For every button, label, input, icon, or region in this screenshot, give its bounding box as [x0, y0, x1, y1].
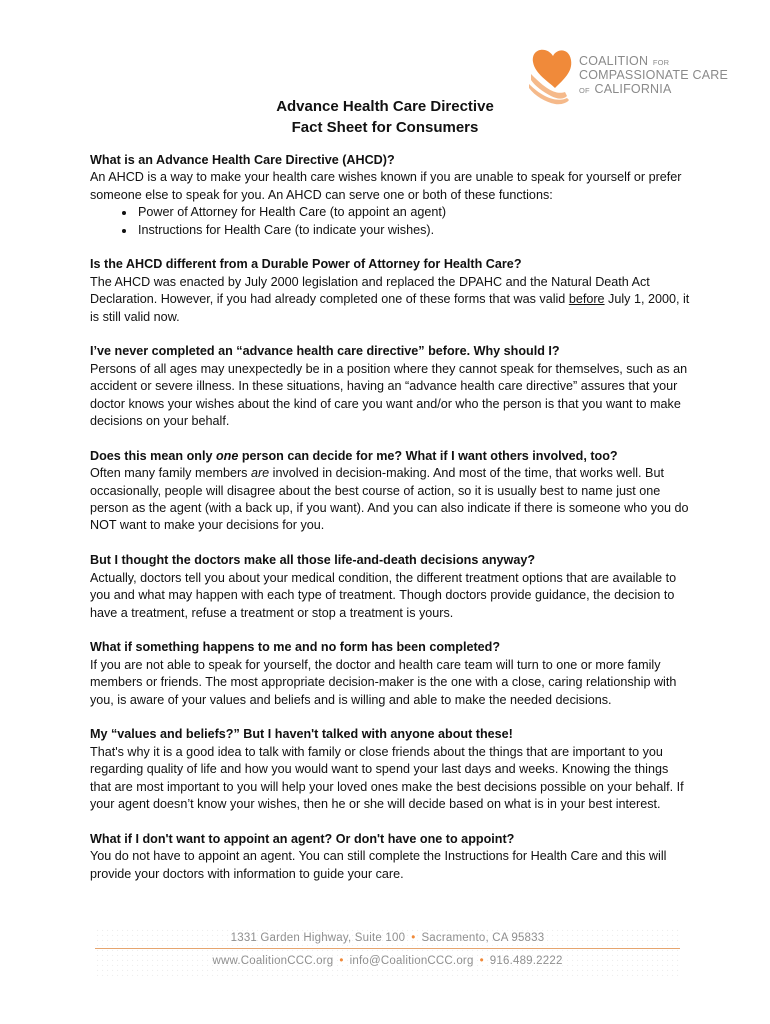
question-heading: What if something happens to me and no form has been completed? [90, 640, 501, 655]
underlined-word: before [568, 292, 605, 307]
answer-text: You do not have to appoint an agent. You can still complete the Instructions for Health Care and this will provide your doctors with information to guide your care. [90, 849, 667, 881]
section-ahcd-vs-dpahc [90, 256, 690, 326]
answer-text: Often many family members are involved in decision-making. And most of the time, that works well. But occasionally, people will disagree about the best course of action, so it is usually best to name just one person as the agent (with a back up, if you want). And you can also indicate if there is someone who you do NOT want to make your decisions for you. [90, 466, 689, 533]
functions-list [90, 204, 690, 239]
answer-text: If you are not able to speak for yourself, the doctor and health care team will turn to one or more family members or friends. The most appropriate decision-maker is the one with a close, caring relationship with you, is aware of your values and beliefs and is willing and able to make the needed decisions. [90, 657, 677, 707]
question-heading: My “values and beliefs?” But I haven't talked with anyone about these! [90, 727, 513, 742]
list-item: • Power of Attorney for Health Care (to appoint an agent) [136, 204, 690, 221]
emphasis-word: are [250, 466, 270, 481]
question-heading: But I thought the doctors make all those life-and-death decisions anyway? [90, 553, 536, 568]
logo-line-3: OF CALIFORNIA [579, 82, 672, 96]
section-why-complete [90, 343, 690, 430]
footer-divider [95, 948, 680, 949]
bullet-separator: • [411, 932, 416, 944]
phone-number: 916.489.2222 [489, 955, 563, 967]
section-no-agent [90, 831, 690, 883]
document-subtitle: Fact Sheet for Consumers [291, 119, 479, 136]
answer-text: Actually, doctors tell you about your medical condition, the different treatment options that are available to you and what may happen with each type of treatment. Though doctors provide guidance, the decision to have a treatment, refuse a treatment or stop a treatment is yours. [90, 570, 677, 620]
question-heading: Does this mean only one person can decide for me? What if I want others involved, too? [90, 448, 618, 463]
answer-text: The AHCD was enacted by July 2000 legislation and replaced the DPAHC and the Natural Death Act Declaration. However, if you had already completed one of these forms that was valid before July 1, 2000, it is still valid now. [90, 274, 690, 324]
section-no-form [90, 639, 690, 709]
footer [95, 926, 680, 976]
fact-sheet-body [90, 152, 690, 900]
section-doctors-decide [90, 552, 690, 622]
question-heading: What is an Advance Health Care Directive (AHCD)? [90, 153, 395, 167]
section-what-is-ahcd [90, 152, 690, 239]
footer-contact [95, 955, 680, 967]
website-link[interactable]: www.CoalitionCCC.org [212, 955, 334, 967]
emphasis-word: one [215, 448, 239, 463]
list-item: • Instructions for Health Care (to indicate your wishes). [136, 222, 690, 239]
question-heading: I’ve never completed an “advance health care directive” before. Why should I? [90, 344, 560, 359]
section-values-beliefs [90, 726, 690, 813]
logo-line-2: COMPASSIONATE CARE [579, 68, 728, 82]
document-title: Advance Health Care Directive [276, 98, 494, 115]
bullet-separator: • [339, 955, 344, 967]
section-only-one-person [90, 448, 690, 535]
answer-text: That's why it is a good idea to talk with family or close friends about the things that are important to you regarding quality of life and how you would want to spend your last days and weeks. Knowing the things that are most important to you will help your loved ones make the best decisions possible on your behalf. If your agent doesn’t know your wishes, then he or she will decide based on what is in your best interest. [90, 744, 684, 811]
email-link[interactable]: info@CoalitionCCC.org [349, 955, 474, 967]
question-heading: Is the AHCD different from a Durable Power of Attorney for Health Care? [90, 257, 522, 272]
answer-text: An AHCD is a way to make your health care wishes known if you are unable to speak for yourself or prefer someone else to speak for you. An AHCD can serve one or both of these functions: [90, 170, 682, 202]
logo-line-1: COALITION FOR [579, 54, 670, 68]
bullet-separator: • [479, 955, 484, 967]
footer-address: 1331 Garden Highway, Suite 100 • Sacramento, CA 95833 [230, 932, 545, 944]
question-heading: What if I don't want to appoint an agent? Or don't have one to appoint? [90, 831, 515, 846]
answer-text: Persons of all ages may unexpectedly be in a position where they cannot speak for themselves, such as an accident or severe illness. In these situations, having an “advance health care directive” assures that your doctor knows your wishes about the kind of care you want and/or who the person is that you want to make decisions on your behalf. [90, 361, 688, 429]
